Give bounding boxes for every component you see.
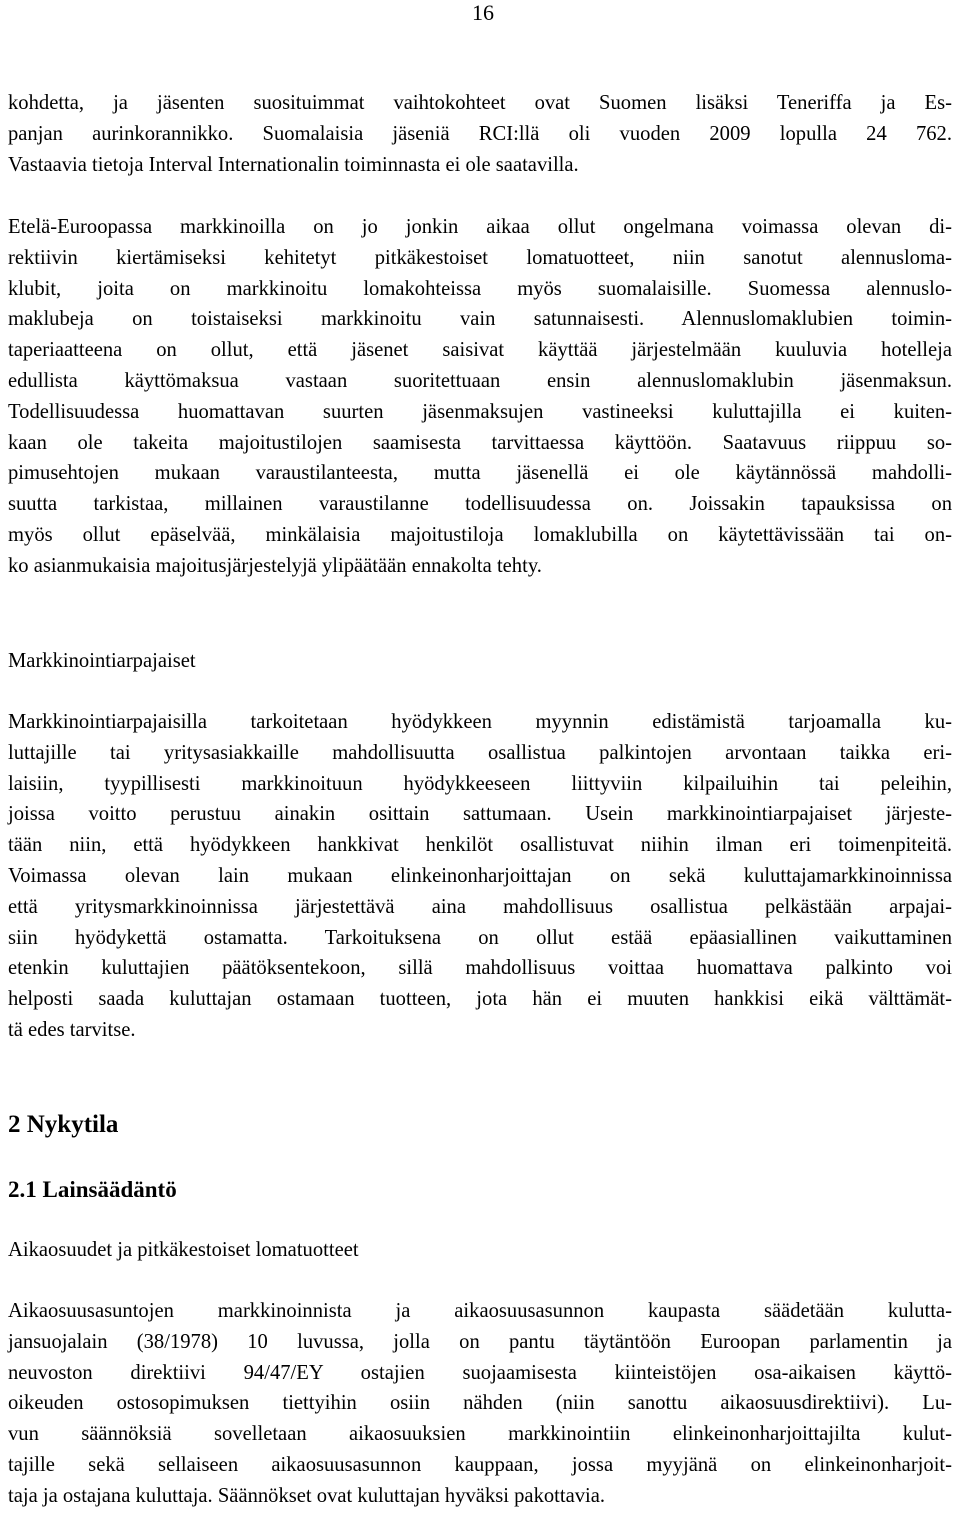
text-line: Markkinointiarpajaisilla tarkoitetaan hyödykkeen myynnin edistämistä tarjoamalla ku-: [8, 711, 952, 733]
heading-section-2-1: 2.1 Lainsäädäntö: [8, 1177, 177, 1202]
text-line: klubit, joita on markkinoitu lomakohteissa myös suomalaisille. Suomessa alennuslo-: [8, 277, 952, 300]
text-line: rektiivin kiertämiseksi kehitetyt pitkäkestoiset lomatuotteet, niin sanotut alennusloma-: [8, 246, 952, 269]
text-line: tajille sekä sellaiseen aikaosuusasunnon kauppaan, jossa myyjänä on elinkeinonharjoit-: [8, 1453, 952, 1476]
text-line: luttajille tai yritysasiakkaille mahdollisuutta osallistua palkintojen arvontaan taikka eri-: [8, 741, 952, 764]
text-line: taperiaatteena on ollut, että jäsenet saisivat käyttää järjestelmään kuuluvia hotelleja: [8, 339, 952, 362]
text-line: Todellisuudessa huomattavan suurten jäsenmaksujen vastineeksi kuluttajilla ei kuiten-: [8, 400, 952, 423]
text-line: ko asianmukaisia majoitusjärjestelyjä ylipäätään ennakolta tehty.: [8, 554, 542, 577]
heading-timeshares: Aikaosuudet ja pitkäkestoiset lomatuotteet: [8, 1239, 359, 1261]
text-line: tä edes tarvitse.: [8, 1018, 136, 1041]
heading-section-2: 2 Nykytila: [8, 1111, 119, 1138]
text-line: maklubeja on toistaiseksi markkinoitu vain satunnaisesti. Alennuslomaklubien toimin-: [8, 308, 952, 331]
text-line: kaan ole takeita majoitustilojen saamisesta tarvittaessa käyttöön. Saatavuus riippuu so-: [8, 431, 952, 454]
text-line: Vastaavia tietoja Interval Internationalin toiminnasta ei ole saatavilla.: [8, 153, 579, 176]
text-line: oikeuden ostosopimuksen tiettyihin osiin nähden (niin sanottu aikaosuusdirektiivi). Lu-: [8, 1392, 952, 1415]
text-line: että yritysmarkkinoinnissa järjestettävä aina mahdollisuus osallistua pelkästään arpajai-: [8, 895, 952, 918]
text-line: jansuojalain (38/1978) 10 luvussa, jolla on pantu täytäntöön Euroopan parlamentin ja: [8, 1330, 952, 1353]
text-line: panjan aurinkorannikko. Suomalaisia jäseniä RCI:llä oli vuoden 2009 lopulla 24 762.: [8, 122, 952, 145]
text-line: suutta tarkistaa, millainen varaustilanne todellisuudessa on. Joissakin tapauksissa on: [8, 493, 952, 516]
paragraph-marketing-lotteries: [8, 707, 952, 1046]
paragraph-timeshare-law: [8, 1296, 952, 1512]
text-line: Etelä-Euroopassa markkinoilla on jo jonkin aikaa ollut ongelmana voimassa olevan di-: [8, 216, 952, 238]
text-line: pimusehtojen mukaan varaustilanteesta, mutta jäsenellä ei ole käytännössä mahdolli-: [8, 462, 952, 485]
text-line: laisiin, tyypillisesti markkinoituun hyödykkeeseen liittyviin kilpailuihin tai peleihin,: [8, 772, 952, 795]
text-line: Aikaosuusasuntojen markkinoinnista ja aikaosuusasunnon kaupasta säädetään kulutta-: [8, 1300, 952, 1322]
page-number: 16: [472, 0, 494, 25]
heading-marketing-lotteries: Markkinointiarpajaiset: [8, 650, 196, 672]
paragraph-discount-holiday-clubs: [8, 212, 952, 582]
text-line: neuvoston direktiivi 94/47/EY ostajien suojaamisesta kiinteistöjen osa-aikaisen käyttö-: [8, 1361, 952, 1384]
text-line: Voimassa olevan lain mukaan elinkeinonharjoittajan on sekä kuluttajamarkkinoinnissa: [8, 864, 952, 887]
text-line: helposti saada kuluttajan ostamaan tuotteen, jota hän ei muuten hankkisi eikä välttämät-: [8, 988, 952, 1011]
paragraph-rci-members: [8, 88, 952, 180]
text-line: edullista käyttömaksua vastaan suoritettuaan ensin alennuslomaklubin jäsenmaksun.: [8, 369, 952, 392]
text-line: myös ollut epäselvää, minkälaisia majoitustiloja lomaklubilla on käytettävissään tai on-: [8, 523, 952, 546]
text-line: kohdetta, ja jäsenten suosituimmat vaihtokohteet ovat Suomen lisäksi Teneriffa ja Es-: [8, 92, 952, 114]
text-line: joissa voitto perustuu ainakin osittain sattumaan. Usein markkinointiarpajaiset järjeste-: [8, 803, 952, 826]
text-line: vun säännöksiä sovelletaan aikaosuuksien markkinointiin elinkeinonharjoittajilta kulut-: [8, 1423, 952, 1446]
text-line: tään niin, että hyödykkeen hankkivat henkilöt osallistuvat niihin ilman eri toimenpiteitä.: [8, 834, 952, 857]
text-line: etenkin kuluttajien päätöksentekoon, sillä mahdollisuus voittaa huomattava palkinto voi: [8, 957, 952, 980]
text-line: taja ja ostajana kuluttaja. Säännökset ovat kuluttajan hyväksi pakottavia.: [8, 1484, 606, 1507]
text-line: siin hyödykettä ostamatta. Tarkoituksena on ollut estää epäasiallinen vaikuttaminen: [8, 926, 952, 949]
